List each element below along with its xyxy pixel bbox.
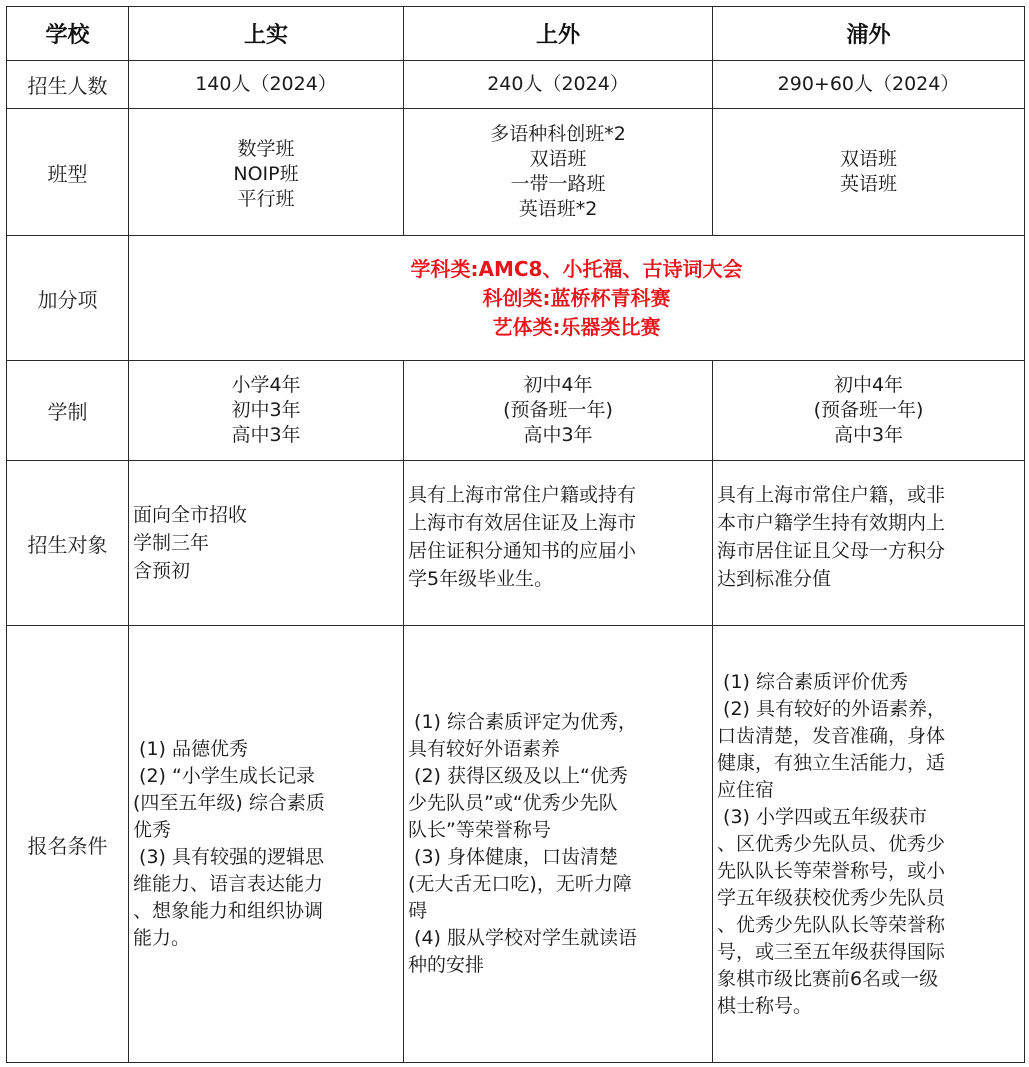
requirement-line: 学五年级获校优秀少先队员: [717, 886, 946, 909]
class-type: 双语班: [839, 148, 897, 170]
requirement-line: (3) 具有较强的逻辑思: [133, 846, 325, 868]
school-name: 上外: [404, 7, 713, 61]
requirement-line: 棋士称号。: [717, 994, 813, 1017]
requirement-line: (3) 身体健康，口齿清楚: [408, 846, 619, 868]
class-type: 双语班: [529, 148, 587, 170]
target-line: 达到标准分值: [717, 568, 832, 590]
requirement-line: (1) 综合素质评定为优秀，: [408, 711, 638, 733]
target-students-cell: [129, 461, 404, 626]
class-types-row: [7, 109, 1025, 236]
requirement-line: 种的安排: [408, 954, 485, 976]
system-line: 高中3年: [833, 424, 904, 446]
row-label: 班型: [7, 109, 129, 236]
system-line: 初中4年: [833, 374, 904, 396]
class-types-cell: [129, 109, 404, 236]
system-line: 高中3年: [231, 424, 301, 446]
header-label: 学校: [7, 7, 129, 61]
requirement-line: 应住宿: [717, 778, 775, 801]
enrollment-value: 290+60人（2024）: [713, 61, 1025, 109]
requirement-line: 、优秀少先队队长等荣誉称: [717, 913, 946, 936]
bonus-item: 艺体类:乐器类比赛: [492, 314, 661, 339]
requirement-line: 能力。: [133, 927, 191, 949]
class-type: 一带一路班: [510, 173, 606, 195]
requirements-cell: [404, 626, 713, 1063]
requirement-line: 、想象能力和组织协调: [133, 900, 324, 922]
class-types-cell: [713, 109, 1025, 236]
row-label: 招生对象: [7, 461, 129, 626]
class-types-cell: [404, 109, 713, 236]
system-line: (预备班一年): [503, 399, 613, 421]
requirement-line: (1) 品德优秀: [133, 738, 249, 760]
school-comparison-table: [6, 6, 1025, 1063]
class-type: NOIP班: [233, 162, 299, 185]
target-line: 含预初: [133, 560, 191, 582]
enrollment-value: 240人（2024）: [404, 61, 713, 109]
target-line: 本市户籍学生持有效期内上: [717, 512, 946, 534]
target-students-cell: [713, 461, 1025, 626]
target-line: 海市居住证且父母一方积分: [717, 540, 946, 562]
requirement-line: 少先队员”或“优秀少先队: [408, 792, 618, 814]
school-system-cell: [713, 361, 1025, 461]
target-line: 上海市有效居住证及上海市: [408, 512, 637, 534]
enrollment-row: [7, 61, 1025, 109]
class-type: 英语班: [839, 173, 897, 195]
row-label: 加分项: [7, 236, 129, 361]
requirement-line: (3) 小学四或五年级获市: [717, 805, 928, 828]
requirement-line: (2) “小学生成长记录: [133, 765, 315, 787]
bonus-item: 学科类:AMC8、小托福、古诗词大会: [410, 256, 743, 281]
requirement-line: (1) 综合素质评价优秀: [717, 670, 909, 693]
requirement-line: 口齿清楚，发音准确，身体: [717, 724, 946, 747]
school-system-cell: [404, 361, 713, 461]
bonus-item: 科创类:蓝桥杯青科赛: [482, 285, 671, 310]
class-type: 数学班: [237, 137, 295, 160]
target-line: 面向全市招收: [133, 504, 248, 526]
target-line: 具有上海市常住户籍，或非: [717, 484, 946, 506]
requirement-line: 维能力、语言表达能力: [133, 873, 324, 895]
requirement-line: (无大舌无口吃)，无听力障: [408, 873, 632, 895]
requirement-line: 号，或三至五年级获得国际: [717, 940, 946, 963]
requirement-line: (四至五年级) 综合素质: [133, 792, 325, 814]
requirement-line: (2) 具有较好的外语素养，: [717, 697, 947, 720]
row-label: 报名条件: [7, 626, 129, 1063]
requirement-line: 、区优秀少先队员、优秀少: [717, 832, 946, 855]
requirement-line: 优秀: [133, 819, 172, 841]
requirement-line: 先队队长等荣誉称号，或小: [717, 859, 946, 882]
requirement-line: 队长”等荣誉称号: [408, 819, 551, 841]
target-line: 学制三年: [133, 532, 210, 554]
bonus-items-cell: [129, 236, 1025, 361]
target-line: 居住证积分通知书的应届小: [408, 540, 637, 562]
class-type: 平行班: [237, 187, 295, 210]
target-line: 具有上海市常住户籍或持有: [408, 484, 637, 506]
school-system-row: [7, 361, 1025, 461]
requirement-line: (2) 获得区级及以上“优秀: [408, 765, 628, 787]
bonus-items-row: [7, 236, 1025, 361]
class-type: 多语种科创班*2: [490, 123, 626, 145]
system-line: 高中3年: [523, 424, 593, 446]
target-line: 学5年级毕业生。: [408, 568, 554, 590]
system-line: (预备班一年): [813, 399, 924, 421]
requirement-line: 具有较好外语素养: [408, 738, 561, 760]
requirements-row: [7, 626, 1025, 1063]
system-line: 初中4年: [523, 374, 593, 396]
school-name: 上实: [129, 7, 404, 61]
target-students-cell: [404, 461, 713, 626]
header-row: [7, 7, 1025, 61]
row-label: 招生人数: [7, 61, 129, 109]
school-system-cell: [129, 361, 404, 461]
school-name: 浦外: [713, 7, 1025, 61]
system-line: 初中3年: [231, 399, 301, 421]
class-type: 英语班*2: [518, 198, 598, 220]
system-line: 小学4年: [231, 374, 301, 396]
row-label: 学制: [7, 361, 129, 461]
target-students-row: [7, 461, 1025, 626]
requirements-cell: [713, 626, 1025, 1063]
requirement-line: 健康，有独立生活能力，适: [717, 751, 946, 774]
requirement-line: (4) 服从学校对学生就读语: [408, 927, 638, 949]
requirement-line: 象棋市级比赛前6名或一级: [717, 967, 939, 990]
requirement-line: 碍: [408, 900, 428, 922]
enrollment-value: 140人（2024）: [129, 61, 404, 109]
requirements-cell: [129, 626, 404, 1063]
